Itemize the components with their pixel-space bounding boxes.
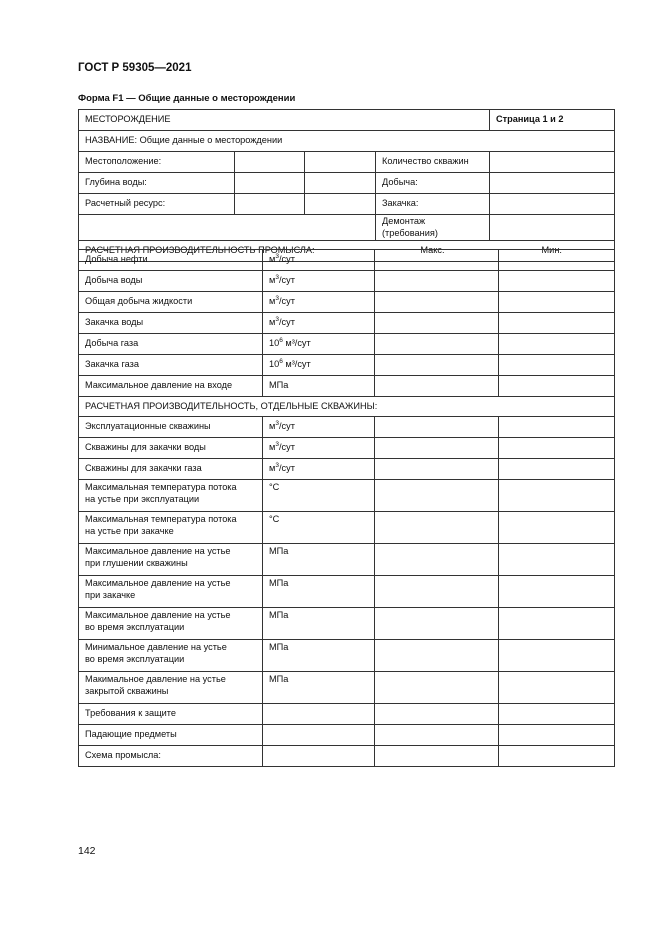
unit-base: м bbox=[269, 296, 276, 307]
well-limit-max-value[interactable] bbox=[375, 576, 499, 608]
wells-section-heading: РАСЧЕТНАЯ ПРОИЗВОДИТЕЛЬНОСТЬ, ОТДЕЛЬНЫЕ СКВАЖИНЫ: bbox=[79, 397, 615, 417]
field-metric-unit bbox=[263, 292, 375, 313]
well-limit-max-value[interactable] bbox=[375, 512, 499, 544]
unit-base: м bbox=[269, 463, 276, 474]
location-value-2[interactable] bbox=[305, 152, 376, 173]
well-limit-row bbox=[79, 640, 615, 672]
well-metric-row bbox=[79, 417, 615, 438]
requirement-min-value[interactable] bbox=[499, 725, 615, 746]
label-line-2: на устье при закачке bbox=[85, 525, 174, 536]
water-depth-value-1[interactable] bbox=[235, 173, 305, 194]
well-limit-row bbox=[79, 672, 615, 704]
requirement-label: Схема промысла: bbox=[79, 746, 263, 767]
label-line-2: на устье при эксплуатации bbox=[85, 493, 200, 504]
field-metric-unit bbox=[263, 355, 375, 376]
injection-label: Закачка: bbox=[376, 194, 490, 215]
requirement-max-value[interactable] bbox=[375, 725, 499, 746]
design-resource-label: Расчетный ресурс: bbox=[79, 194, 235, 215]
well-limit-min-value[interactable] bbox=[499, 608, 615, 640]
field-metric-min-value[interactable] bbox=[499, 313, 615, 334]
well-metric-row bbox=[79, 459, 615, 480]
well-limit-min-value[interactable] bbox=[499, 544, 615, 576]
well-limit-max-value[interactable] bbox=[375, 608, 499, 640]
well-metric-max-value[interactable] bbox=[375, 459, 499, 480]
unit-exponent: 3 bbox=[275, 462, 279, 470]
page-label: Страница 1 и 2 bbox=[490, 110, 615, 131]
field-metric-row bbox=[79, 271, 615, 292]
label-line-1: Максимальное давление на устье bbox=[85, 546, 231, 556]
unit-exponent: 3 bbox=[275, 316, 279, 324]
unit-exponent: 3 bbox=[275, 274, 279, 282]
min-column-label: Мин. bbox=[490, 241, 615, 262]
field-metric-label: Общая добыча жидкости bbox=[79, 292, 263, 313]
field-data-form-table bbox=[78, 109, 615, 265]
field-metric-min-value[interactable] bbox=[499, 250, 615, 271]
unit-suffix: /сут bbox=[278, 442, 295, 453]
decommission-blank bbox=[79, 215, 376, 241]
well-limit-max-value[interactable] bbox=[375, 640, 499, 672]
label-line-2: во время эксплуатации bbox=[85, 621, 185, 632]
well-metric-row bbox=[79, 438, 615, 459]
field-metric-min-value[interactable] bbox=[499, 376, 615, 397]
field-metric-max-value[interactable] bbox=[375, 250, 499, 271]
field-label: МЕСТОРОЖДЕНИЕ bbox=[79, 110, 490, 131]
label-line-1: Максимальная температура потока bbox=[85, 514, 237, 524]
well-limit-label bbox=[79, 640, 263, 672]
well-limit-max-value[interactable] bbox=[375, 672, 499, 704]
well-limit-min-value[interactable] bbox=[499, 512, 615, 544]
well-metric-label: Эксплуатационные скважины bbox=[79, 417, 263, 438]
document-standard-header: ГОСТ Р 59305—2021 bbox=[78, 62, 192, 74]
label-line-1: Максимальная температура потока bbox=[85, 482, 237, 492]
field-metric-unit bbox=[263, 271, 375, 292]
field-metric-row bbox=[79, 313, 615, 334]
label-line-2: во время эксплуатации bbox=[85, 653, 185, 664]
field-metric-label: Закачка воды bbox=[79, 313, 263, 334]
well-limit-label bbox=[79, 544, 263, 576]
unit-exponent: 3 bbox=[275, 441, 279, 449]
max-column-label: Макс. bbox=[376, 241, 490, 262]
unit-exponent: 3 bbox=[275, 420, 279, 428]
well-limit-unit: °C bbox=[263, 480, 375, 512]
requirement-min-value[interactable] bbox=[499, 746, 615, 767]
unit-base: МПа bbox=[269, 380, 289, 391]
field-metric-min-value[interactable] bbox=[499, 334, 615, 355]
field-metric-unit bbox=[263, 313, 375, 334]
label-line-1: Минимальное давление на устье bbox=[85, 642, 227, 652]
well-limit-label bbox=[79, 608, 263, 640]
unit-suffix: /сут bbox=[278, 254, 295, 265]
well-limit-unit: МПа bbox=[263, 608, 375, 640]
field-metric-label: Добыча воды bbox=[79, 271, 263, 292]
water-depth-value-2[interactable] bbox=[305, 173, 376, 194]
name-row bbox=[79, 131, 615, 152]
well-limit-unit: МПа bbox=[263, 640, 375, 672]
requirement-min-value[interactable] bbox=[499, 704, 615, 725]
requirement-unit[interactable] bbox=[263, 725, 375, 746]
field-metric-max-value[interactable] bbox=[375, 292, 499, 313]
production-label: Добыча: bbox=[376, 173, 490, 194]
field-metric-max-value[interactable] bbox=[375, 334, 499, 355]
unit-suffix: /сут bbox=[278, 296, 295, 307]
top-row-water-depth bbox=[79, 173, 615, 194]
design-resource-value-1[interactable] bbox=[235, 194, 305, 215]
decommission-value[interactable] bbox=[490, 215, 615, 241]
unit-base: м bbox=[269, 421, 276, 432]
field-metric-unit bbox=[263, 250, 375, 271]
well-limit-unit: МПа bbox=[263, 544, 375, 576]
field-header-row bbox=[79, 110, 615, 131]
label-line-2: при закачке bbox=[85, 589, 136, 600]
well-limit-min-value[interactable] bbox=[499, 640, 615, 672]
field-metric-unit bbox=[263, 376, 375, 397]
well-limit-min-value[interactable] bbox=[499, 480, 615, 512]
label-line-1: Максимальное давление на устье bbox=[85, 610, 231, 620]
well-metric-max-value[interactable] bbox=[375, 438, 499, 459]
label-line-2: закрытой скважины bbox=[85, 685, 169, 696]
well-limit-label bbox=[79, 512, 263, 544]
unit-exponent: 6 bbox=[279, 337, 283, 345]
requirement-unit[interactable] bbox=[263, 746, 375, 767]
well-metric-label: Скважины для закачки газа bbox=[79, 459, 263, 480]
unit-exponent: 3 bbox=[275, 295, 279, 303]
requirement-max-value[interactable] bbox=[375, 746, 499, 767]
water-depth-label: Глубина воды: bbox=[79, 173, 235, 194]
well-metric-unit bbox=[263, 459, 375, 480]
unit-suffix: /сут bbox=[278, 421, 295, 432]
unit-suffix: /сут bbox=[278, 275, 295, 286]
well-limit-unit: МПа bbox=[263, 576, 375, 608]
unit-base: 10 bbox=[269, 359, 280, 370]
well-limit-min-value[interactable] bbox=[499, 672, 615, 704]
form-title: Форма F1 — Общие данные о месторождении bbox=[78, 93, 296, 104]
requirement-row bbox=[79, 725, 615, 746]
requirement-label: Падающие предметы bbox=[79, 725, 263, 746]
well-limit-row bbox=[79, 576, 615, 608]
well-limit-row bbox=[79, 512, 615, 544]
requirement-max-value[interactable] bbox=[375, 704, 499, 725]
field-metric-min-value[interactable] bbox=[499, 355, 615, 376]
well-metric-min-value[interactable] bbox=[499, 438, 615, 459]
well-limit-row bbox=[79, 480, 615, 512]
field-metric-label: Добыча нефти bbox=[79, 250, 263, 271]
field-metric-row bbox=[79, 250, 615, 271]
well-limit-unit: °C bbox=[263, 512, 375, 544]
label-line-1: Макимальное давление на устье bbox=[85, 674, 226, 684]
page-number: 142 bbox=[78, 845, 96, 857]
well-metric-unit bbox=[263, 438, 375, 459]
unit-suffix: /сут bbox=[278, 317, 295, 328]
top-row-decommission bbox=[79, 215, 615, 241]
performance-table bbox=[78, 249, 615, 767]
name-label: НАЗВАНИЕ: Общие данные о месторождении bbox=[79, 131, 615, 152]
well-limit-row bbox=[79, 544, 615, 576]
field-metric-max-value[interactable] bbox=[375, 313, 499, 334]
unit-suffix: м³/сут bbox=[282, 338, 311, 349]
well-metric-label: Скважины для закачки воды bbox=[79, 438, 263, 459]
field-metric-max-value[interactable] bbox=[375, 355, 499, 376]
unit-exponent: 3 bbox=[275, 253, 279, 261]
unit-exponent: 6 bbox=[279, 358, 283, 366]
unit-base: м bbox=[269, 254, 276, 265]
requirement-row bbox=[79, 704, 615, 725]
field-metric-row bbox=[79, 292, 615, 313]
unit-suffix: м³/сут bbox=[282, 359, 311, 370]
requirement-row bbox=[79, 746, 615, 767]
well-limit-label bbox=[79, 480, 263, 512]
field-section-heading: РАСЧЕТНАЯ ПРОИЗВОДИТЕЛЬНОСТЬ ПРОМЫСЛА: bbox=[79, 241, 376, 262]
well-limit-label bbox=[79, 576, 263, 608]
field-metric-row bbox=[79, 334, 615, 355]
field-metric-row bbox=[79, 376, 615, 397]
field-metric-label: Добыча газа bbox=[79, 334, 263, 355]
field-metric-row bbox=[79, 355, 615, 376]
well-limit-max-value[interactable] bbox=[375, 480, 499, 512]
well-limit-label bbox=[79, 672, 263, 704]
unit-base: м bbox=[269, 275, 276, 286]
well-count-value[interactable] bbox=[490, 152, 615, 173]
requirement-label: Требования к защите bbox=[79, 704, 263, 725]
well-limit-unit: МПа bbox=[263, 672, 375, 704]
unit-suffix: /сут bbox=[278, 463, 295, 474]
top-row-location bbox=[79, 152, 615, 173]
field-metric-label: Максимальное давление на входе bbox=[79, 376, 263, 397]
label-line-1: Максимальное давление на устье bbox=[85, 578, 231, 588]
well-metric-unit bbox=[263, 417, 375, 438]
field-metric-label: Закачка газа bbox=[79, 355, 263, 376]
field-metric-max-value[interactable] bbox=[375, 271, 499, 292]
injection-value[interactable] bbox=[490, 194, 615, 215]
unit-base: 10 bbox=[269, 338, 280, 349]
top-row-design-resource bbox=[79, 194, 615, 215]
requirement-unit[interactable] bbox=[263, 704, 375, 725]
field-metric-min-value[interactable] bbox=[499, 271, 615, 292]
well-limit-max-value[interactable] bbox=[375, 544, 499, 576]
field-metric-unit bbox=[263, 334, 375, 355]
field-metric-min-value[interactable] bbox=[499, 292, 615, 313]
unit-base: м bbox=[269, 442, 276, 453]
well-metric-max-value[interactable] bbox=[375, 417, 499, 438]
well-metric-min-value[interactable] bbox=[499, 459, 615, 480]
location-value-1[interactable] bbox=[235, 152, 305, 173]
well-limit-row bbox=[79, 608, 615, 640]
unit-base: м bbox=[269, 317, 276, 328]
production-value[interactable] bbox=[490, 173, 615, 194]
design-resource-value-2[interactable] bbox=[305, 194, 376, 215]
well-count-label: Количество скважин bbox=[376, 152, 490, 173]
wells-section-heading-row bbox=[79, 397, 615, 417]
label-line-2: при глушении скважины bbox=[85, 557, 188, 568]
well-metric-min-value[interactable] bbox=[499, 417, 615, 438]
location-label: Местоположение: bbox=[79, 152, 235, 173]
well-limit-min-value[interactable] bbox=[499, 576, 615, 608]
decommission-label: Демонтаж (требования) bbox=[376, 215, 490, 241]
field-metric-max-value[interactable] bbox=[375, 376, 499, 397]
